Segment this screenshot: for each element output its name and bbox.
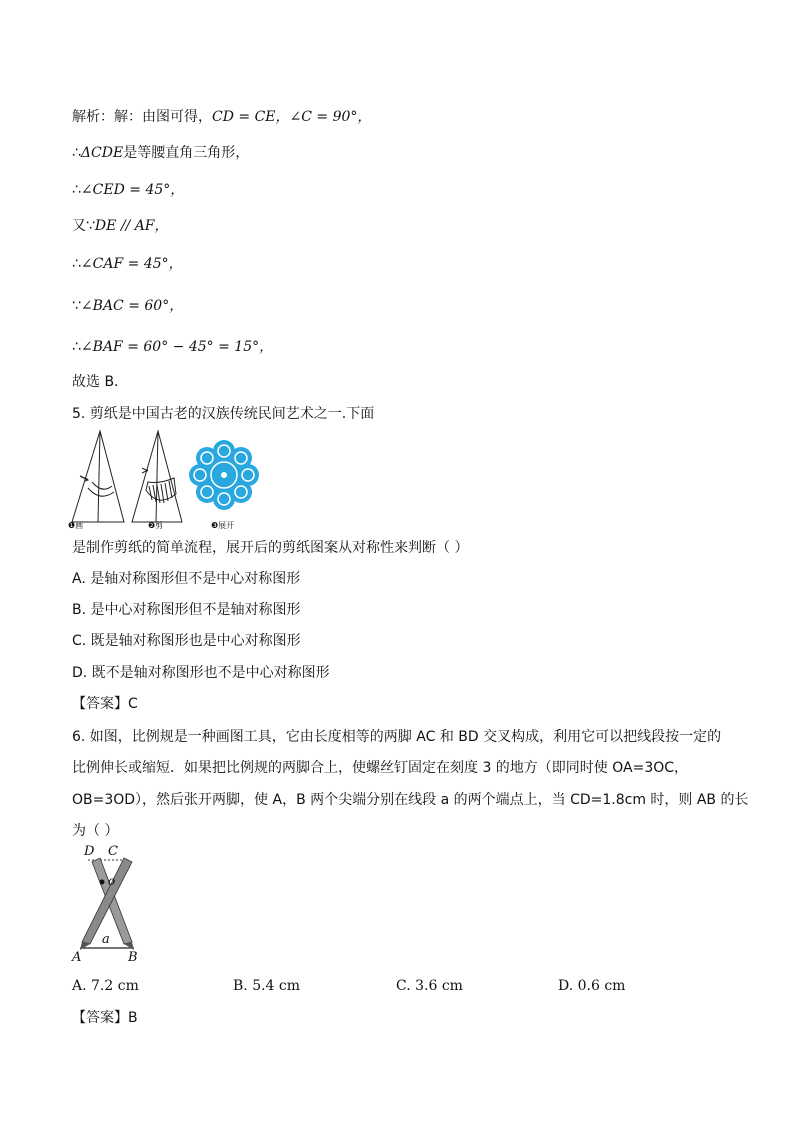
solution-line-2 — [72, 143, 249, 163]
option-a: A. 7.2 cm — [72, 978, 139, 994]
solution-line-4 — [72, 216, 169, 236]
math-expr: ∠CAF = 45°， — [80, 256, 183, 272]
flower-pattern — [189, 440, 259, 510]
label-d: D — [84, 844, 95, 859]
question-5-stem-1: 5. 剪纸是中国古老的汉族传统民间艺术之一.下面 — [72, 406, 375, 422]
solution-line-6 — [72, 296, 183, 316]
solution-line-5 — [72, 254, 183, 274]
math-expr: ∠BAF = 60° − 45° = 15°， — [80, 339, 274, 355]
label-b: B — [128, 950, 138, 965]
question-6-stem-1: 6. 如图，比例规是一种画图工具，它由长度相等的两脚 AC 和 BD 交叉构成，利用它可以把线段按一定的 — [72, 729, 722, 745]
solution-prefix: 解析：解：由图可得， — [72, 109, 212, 125]
proportional-compass-figure — [68, 842, 148, 968]
label-c: C — [108, 844, 118, 859]
question-5-stem-2: 是制作剪纸的简单流程，展开后的剪纸图案从对称性来判断（ ） — [72, 540, 469, 556]
question-6-stem-3: OB=3OD），然后张开两脚，使 A，B 两个尖端分别在线段 a 的两个端点上，当 CD=1.8cm 时，则 AB 的长 — [72, 792, 749, 808]
option-b: B. 5.4 cm — [233, 978, 301, 994]
folded-paper-cut — [132, 431, 182, 522]
solution-line-3 — [72, 180, 184, 200]
option-b: B. 是中心对称图形但不是轴对称图形 — [72, 602, 301, 618]
math-expr: ΔCDE — [80, 145, 124, 161]
therefore-symbol: ∴ — [72, 339, 81, 355]
option-a: A. 是轴对称图形但不是中心对称图形 — [72, 571, 301, 587]
math-expr: ∠CED = 45°， — [80, 182, 185, 198]
because-symbol: ∵ — [72, 298, 81, 314]
option-c: C. 3.6 cm — [396, 978, 463, 994]
because-prefix: 又∵ — [72, 218, 95, 234]
math-expr: ∠BAC = 60°， — [80, 298, 184, 314]
solution-text: 是等腰直角三角形， — [123, 145, 250, 161]
answer-5: 【答案】C — [72, 696, 138, 712]
therefore-symbol: ∴ — [72, 182, 81, 198]
papercut-diagram — [68, 428, 268, 532]
solution-conclusion: 故选 B． — [72, 374, 129, 390]
folded-paper-draw — [72, 431, 124, 522]
label-a: A — [72, 950, 82, 965]
therefore-symbol: ∴ — [72, 145, 81, 161]
caption-cut: ❷剪 — [148, 521, 164, 530]
option-d: D. 0.6 cm — [558, 978, 626, 994]
question-6-stem-2: 比例伸长或缩短．如果把比例规的两脚合上，使螺丝钉固定在刻度 3 的地方（即同时使 OA=3OC， — [72, 760, 689, 776]
label-a-segment: a — [102, 932, 110, 947]
answer-6: 【答案】B — [72, 1010, 138, 1026]
caption-draw: ❶画 — [68, 521, 84, 530]
papercut-figure — [68, 428, 268, 532]
label-o: o — [108, 874, 116, 888]
question-6-stem-4: 为（ ） — [72, 823, 119, 839]
math-expr: CD = CE，∠C = 90°， — [212, 109, 372, 125]
math-expr: DE // AF， — [94, 218, 169, 234]
solution-line-7 — [72, 337, 273, 357]
caption-unfold: ❸展开 — [211, 521, 235, 530]
solution-line-1 — [72, 107, 371, 127]
option-d: D. 既不是轴对称图形也不是中心对称图形 — [72, 665, 330, 681]
therefore-symbol: ∴ — [72, 256, 81, 272]
option-c: C. 既是轴对称图形也是中心对称图形 — [72, 633, 301, 649]
